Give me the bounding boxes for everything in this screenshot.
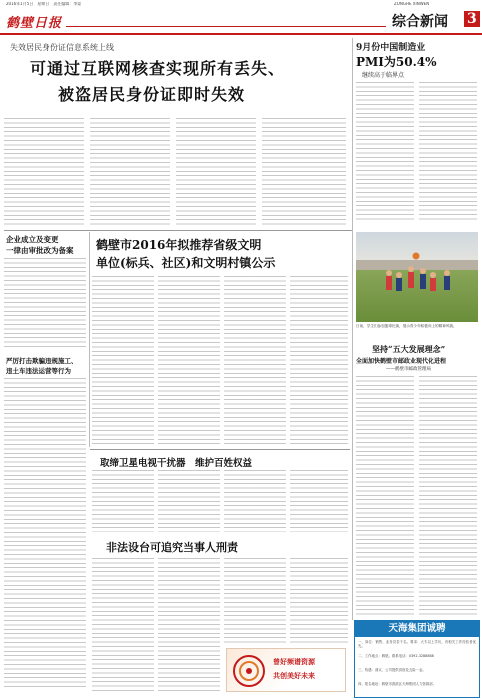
satellite-article <box>92 452 350 534</box>
satellite-body-col1 <box>92 470 154 532</box>
lead-title-line1: 可通过互联网核查实现所有丢失、 <box>30 59 286 78</box>
spectrum-promo-graphic <box>226 648 346 692</box>
hebi-body-col2 <box>158 276 220 444</box>
column-divider <box>352 410 353 620</box>
promo-line2: 共创美好未来 <box>273 671 315 680</box>
enterprise-body <box>4 258 86 350</box>
hebi-body-col3 <box>224 276 286 444</box>
row-divider <box>4 230 352 231</box>
masthead <box>0 0 482 36</box>
pmi-title: PMI为50.4% <box>356 55 437 69</box>
section-english: ZONGHE XINWEN <box>394 2 430 6</box>
postal-title-line1: 坚持“五大发展理念” <box>372 344 446 354</box>
prosecution-body-col2 <box>158 558 220 694</box>
ad-title: 天海集团诚聘 <box>355 621 479 637</box>
crime-article <box>4 354 88 690</box>
hebi-body-col4 <box>290 276 348 444</box>
photo-caption: 日前，学生们参加篮球比赛，展示青少年积极向上的精神风貌。 <box>356 324 457 328</box>
crime-body <box>4 378 86 688</box>
masthead-bottom-rule <box>0 33 482 35</box>
row-divider <box>90 449 350 450</box>
lead-article <box>4 38 350 228</box>
crime-title-line1: 严厉打击欺骗违规施工、 <box>6 357 78 365</box>
hebi-title-line1: 鹤壁市2016年拟推荐省级文明 <box>96 238 262 252</box>
satellite-body-col4 <box>290 470 348 532</box>
prosecution-body-col1 <box>92 558 154 694</box>
players-illustration <box>356 232 478 322</box>
satellite-body-col3 <box>224 470 286 532</box>
prosecution-article <box>92 536 350 696</box>
lead-title-line2: 被盗居民身份证即时失效 <box>58 85 246 104</box>
signal-icon <box>229 651 269 691</box>
lead-body-col4 <box>262 118 346 226</box>
hebi-title-line2: 单位(标兵、社区)和文明村镇公示 <box>96 256 276 270</box>
postal-byline: ——鹤壁市邮政管理局 <box>386 367 431 372</box>
section-title: 综合新闻 <box>392 14 448 30</box>
prosecution-body-col3 <box>224 558 286 644</box>
hebi-body-col1 <box>92 276 154 444</box>
column-divider <box>352 38 353 410</box>
prosecution-title: 非法设台可追究当事人刑责 <box>106 541 238 554</box>
postal-title-line2: 全面加快鹤壁市邮政业现代化进程 <box>356 358 447 365</box>
pmi-kicker: 9月份中国制造业 <box>356 43 426 53</box>
postal-body-col2 <box>419 376 477 616</box>
masthead-date-line: 2016年1月5日 星期日 责任编辑：李蒙 <box>6 2 82 6</box>
pmi-subtitle: 继续高于临界点 <box>362 72 405 79</box>
ad-item-3: 三、待遇：面议，公司提供食宿及五险一金。 <box>358 668 426 672</box>
postal-body-col1 <box>356 376 414 616</box>
prosecution-body-col4 <box>290 558 348 644</box>
satellite-body-col2 <box>158 470 220 532</box>
basketball-photo <box>356 232 478 322</box>
lead-kicker: 失效居民身份证信息系统上线 <box>10 43 114 52</box>
pmi-body-col2 <box>419 82 477 222</box>
ad-item-4: 四、报名地址：鹤壁市淇滨区天海集团人力资源部。 <box>358 682 436 686</box>
enterprise-title-line1: 企业成立及变更 <box>6 235 59 244</box>
hebi-article <box>92 232 350 447</box>
lead-body-col2 <box>90 118 170 226</box>
enterprise-article <box>4 232 88 352</box>
recruitment-ad <box>354 620 480 698</box>
lead-body-col3 <box>176 118 256 226</box>
enterprise-title-line2: 一律由审批改为备案 <box>6 246 74 255</box>
satellite-title: 取缔卫星电视干扰器 维护百姓权益 <box>100 458 253 469</box>
ad-item-1: 一、岗位：销售、业务员若干名。要求：大专以上学历，有相关工作经验者优先。 <box>358 640 476 649</box>
paper-logo: 鹤壁日报 <box>6 16 63 31</box>
masthead-rule <box>66 26 386 27</box>
pmi-body-col1 <box>356 82 414 222</box>
ad-item-2: 二、工作地点：鹤壁。联系电话：0392-3288888 <box>358 654 434 658</box>
lead-body-col1 <box>4 118 84 226</box>
crime-title-line2: 违土车违法运营等行为 <box>6 367 71 375</box>
promo-line1: 曾好频谱资源 <box>273 657 315 666</box>
column-divider <box>89 232 90 447</box>
postal-article <box>356 340 478 618</box>
pmi-article <box>356 38 478 228</box>
page-number: 3 <box>464 11 480 27</box>
